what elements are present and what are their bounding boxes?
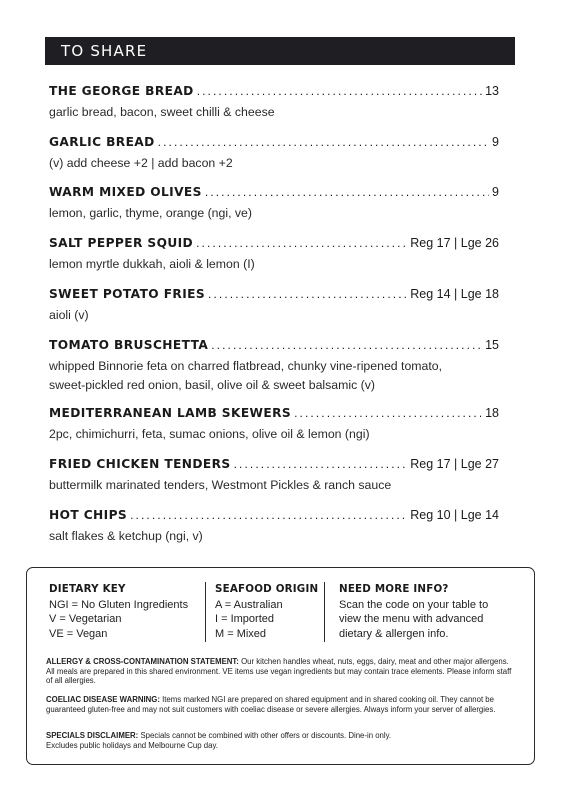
menu-item: [49, 287, 499, 325]
seafood-origin-line: M = Mixed: [215, 627, 267, 640]
item-description: sweet-pickled red onion, basil, olive oil & sweet balsamic (v): [49, 378, 376, 392]
item-description: buttermilk marinated tenders, Westmont Pickles & ranch sauce: [49, 478, 392, 492]
item-description: aioli (v): [49, 308, 89, 322]
item-name: THE GEORGE BREAD: [49, 84, 194, 98]
item-description: lemon myrtle dukkah, aioli & lemon (I): [49, 257, 255, 271]
dietary-key-title: DIETARY KEY: [49, 583, 126, 595]
item-name: TOMATO BRUSCHETTA: [49, 338, 209, 352]
specials-text: Excludes public holidays and Melbourne Cup day.: [46, 740, 218, 750]
item-price: 15: [485, 338, 499, 352]
dot-leader: [208, 288, 407, 300]
menu-item: [49, 135, 499, 173]
specials-text: Specials cannot be combined with other offers or discounts. Dine-in only.: [138, 731, 392, 740]
dot-leader: [205, 186, 489, 198]
more-info-line: Scan the code on your table to: [339, 599, 489, 611]
item-name: FRIED CHICKEN TENDERS: [49, 457, 231, 471]
item-price: 13: [485, 84, 499, 98]
menu-item: [49, 185, 499, 223]
dot-leader: [130, 509, 407, 521]
item-description: whipped Binnorie feta on charred flatbread, chunky vine-ripened tomato,: [49, 359, 443, 373]
dot-leader: [196, 237, 407, 249]
item-name: GARLIC BREAD: [49, 135, 155, 149]
menu-item: [49, 508, 499, 546]
section-title: TO SHARE: [61, 42, 148, 60]
item-price: Reg 10 | Lge 14: [410, 508, 499, 522]
item-price: Reg 17 | Lge 27: [410, 457, 499, 471]
seafood-origin-line: A = Australian: [215, 599, 283, 611]
seafood-origin: [215, 583, 325, 641]
more-info: [339, 583, 519, 641]
column-divider: [205, 582, 206, 642]
item-name: SALT PEPPER SQUID: [49, 236, 194, 250]
specials-label: SPECIALS DISCLAIMER:: [46, 731, 139, 740]
dot-leader: [197, 85, 482, 97]
item-price: 9: [492, 135, 499, 149]
item-description: (v) add cheese +2 | add bacon +2: [49, 156, 233, 170]
allergy-statement: [46, 657, 516, 686]
allergy-text: Our kitchen handles wheat, nuts, eggs, dairy, meat and other major allergens. All meals are prepared in this shared environment. VE items use vegan ingredients but may contain trace elements. Please inform staff of all allergies.: [46, 657, 512, 686]
dietary-key-line: V = Vegetarian: [49, 613, 122, 626]
coeliac-warning: [46, 695, 516, 714]
seafood-origin-line: I = Imported: [215, 613, 275, 626]
dietary-key-line: VE = Vegan: [49, 627, 108, 640]
menu-item: [49, 338, 499, 395]
dot-leader: [158, 136, 489, 148]
column-divider: [324, 582, 325, 642]
menu-item: [49, 236, 499, 274]
item-price: Reg 14 | Lge 18: [410, 287, 499, 301]
item-price: Reg 17 | Lge 26: [410, 236, 499, 250]
seafood-origin-title: SEAFOOD ORIGIN: [215, 583, 319, 595]
item-description: salt flakes & ketchup (ngi, v): [49, 529, 203, 543]
more-info-line: dietary & allergen info.: [339, 627, 449, 640]
more-info-title: NEED MORE INFO?: [339, 583, 449, 595]
dot-leader: [294, 407, 482, 419]
allergy-label: ALLERGY & CROSS-CONTAMINATION STATEMENT:: [46, 657, 239, 666]
item-description: lemon, garlic, thyme, orange (ngi, ve): [49, 206, 252, 220]
menu-item: [49, 457, 499, 495]
item-name: SWEET POTATO FRIES: [49, 287, 206, 301]
item-price: 9: [492, 185, 499, 199]
dot-leader: [234, 458, 408, 470]
item-description: garlic bread, bacon, sweet chilli & cheese: [49, 105, 275, 119]
coeliac-label: COELIAC DISEASE WARNING:: [46, 695, 160, 704]
section-header: [45, 37, 515, 65]
menu-item: [49, 406, 499, 444]
dietary-key-line: NGI = No Gluten Ingredients: [49, 599, 189, 611]
item-name: MEDITERRANEAN LAMB SKEWERS: [49, 406, 292, 420]
dot-leader: [211, 339, 482, 351]
coeliac-text: Items marked NGI are prepared on shared equipment and in shared cooking oil. They cannot be guaranteed gluten-free and may not suit customers with coeliac disease or severe allergies. Always inform your server of allergies.: [46, 695, 496, 714]
dietary-key: [49, 583, 219, 641]
specials-disclaimer: [46, 731, 516, 750]
item-name: HOT CHIPS: [49, 508, 128, 522]
info-panel: [26, 567, 535, 765]
item-price: 18: [485, 406, 499, 420]
menu-item: [49, 84, 499, 122]
item-name: WARM MIXED OLIVES: [49, 185, 202, 199]
more-info-line: view the menu with advanced: [339, 613, 484, 626]
item-description: 2pc, chimichurri, feta, sumac onions, olive oil & lemon (ngi): [49, 427, 370, 441]
